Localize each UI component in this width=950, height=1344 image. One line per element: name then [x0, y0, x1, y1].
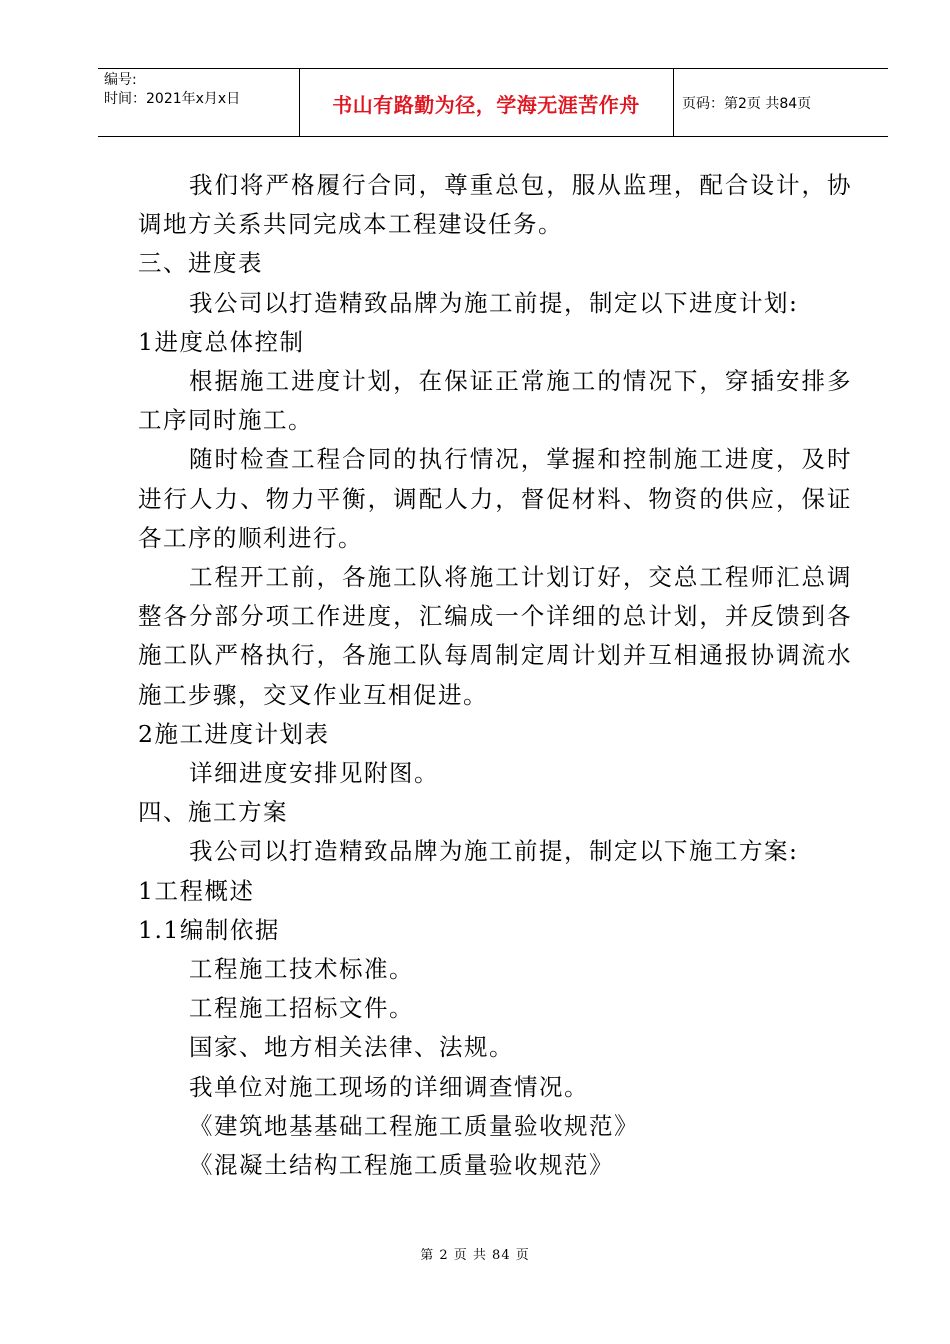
page-header [98, 68, 888, 137]
paragraph: 我们将严格履行合同，尊重总包，服从监理，配合设计，协调地方关系共同完成本工程建设任务。 [138, 171, 852, 239]
paragraph: 我公司以打造精致品牌为施工前提，制定以下进度计划: [189, 288, 799, 317]
subsection-heading: 1工程概述 [138, 876, 255, 905]
header-page-label: 页码：第2页 共84页 [682, 96, 812, 112]
subsection-heading: 1进度总体控制 [138, 327, 305, 356]
section-heading: 三、进度表 [138, 249, 263, 278]
time-label: 时间：2021年x月x日 [104, 91, 241, 107]
list-item: 工程施工技术标准。 [189, 955, 414, 984]
list-item: 《混凝土结构工程施工质量验收规范》 [189, 1151, 614, 1180]
paragraph: 根据施工进度计划，在保证正常施工的情况下，穿插安排多工序同时施工。 [138, 367, 852, 435]
header-divider [673, 69, 674, 136]
page-footer: 第 2 页 共 84 页 [420, 1248, 530, 1263]
section-heading: 四、施工方案 [138, 798, 288, 827]
paragraph: 随时检查工程合同的执行情况，掌握和控制施工进度，及时进行人力、物力平衡，调配人力，督促材料、物资的供应，保证各工序的顺利进行。 [138, 445, 852, 552]
subsection-heading: 2施工进度计划表 [138, 719, 330, 748]
list-item: 《建筑地基基础工程施工质量验收规范》 [189, 1111, 639, 1140]
subsection-heading: 1.1编制依据 [138, 915, 280, 944]
list-item: 国家、地方相关法律、法规。 [189, 1033, 514, 1062]
header-motto: 书山有路勤为径，学海无涯苦作舟 [332, 93, 640, 117]
paragraph: 工程开工前，各施工队将施工计划订好，交总工程师汇总调整各分部分项工作进度，汇编成一个详细的总计划，并反馈到各施工队严格执行，各施工队每周制定周计划并互相通报协调流水施工步骤，交叉作业互相促进。 [138, 563, 852, 709]
header-meta [104, 71, 240, 109]
list-item: 我单位对施工现场的详细调查情况。 [189, 1072, 589, 1101]
number-label: 编号: [104, 72, 137, 88]
paragraph: 我公司以打造精致品牌为施工前提，制定以下施工方案: [189, 837, 799, 866]
list-item: 工程施工招标文件。 [189, 994, 414, 1023]
paragraph: 详细进度安排见附图。 [189, 759, 439, 788]
document-body [138, 166, 852, 1185]
